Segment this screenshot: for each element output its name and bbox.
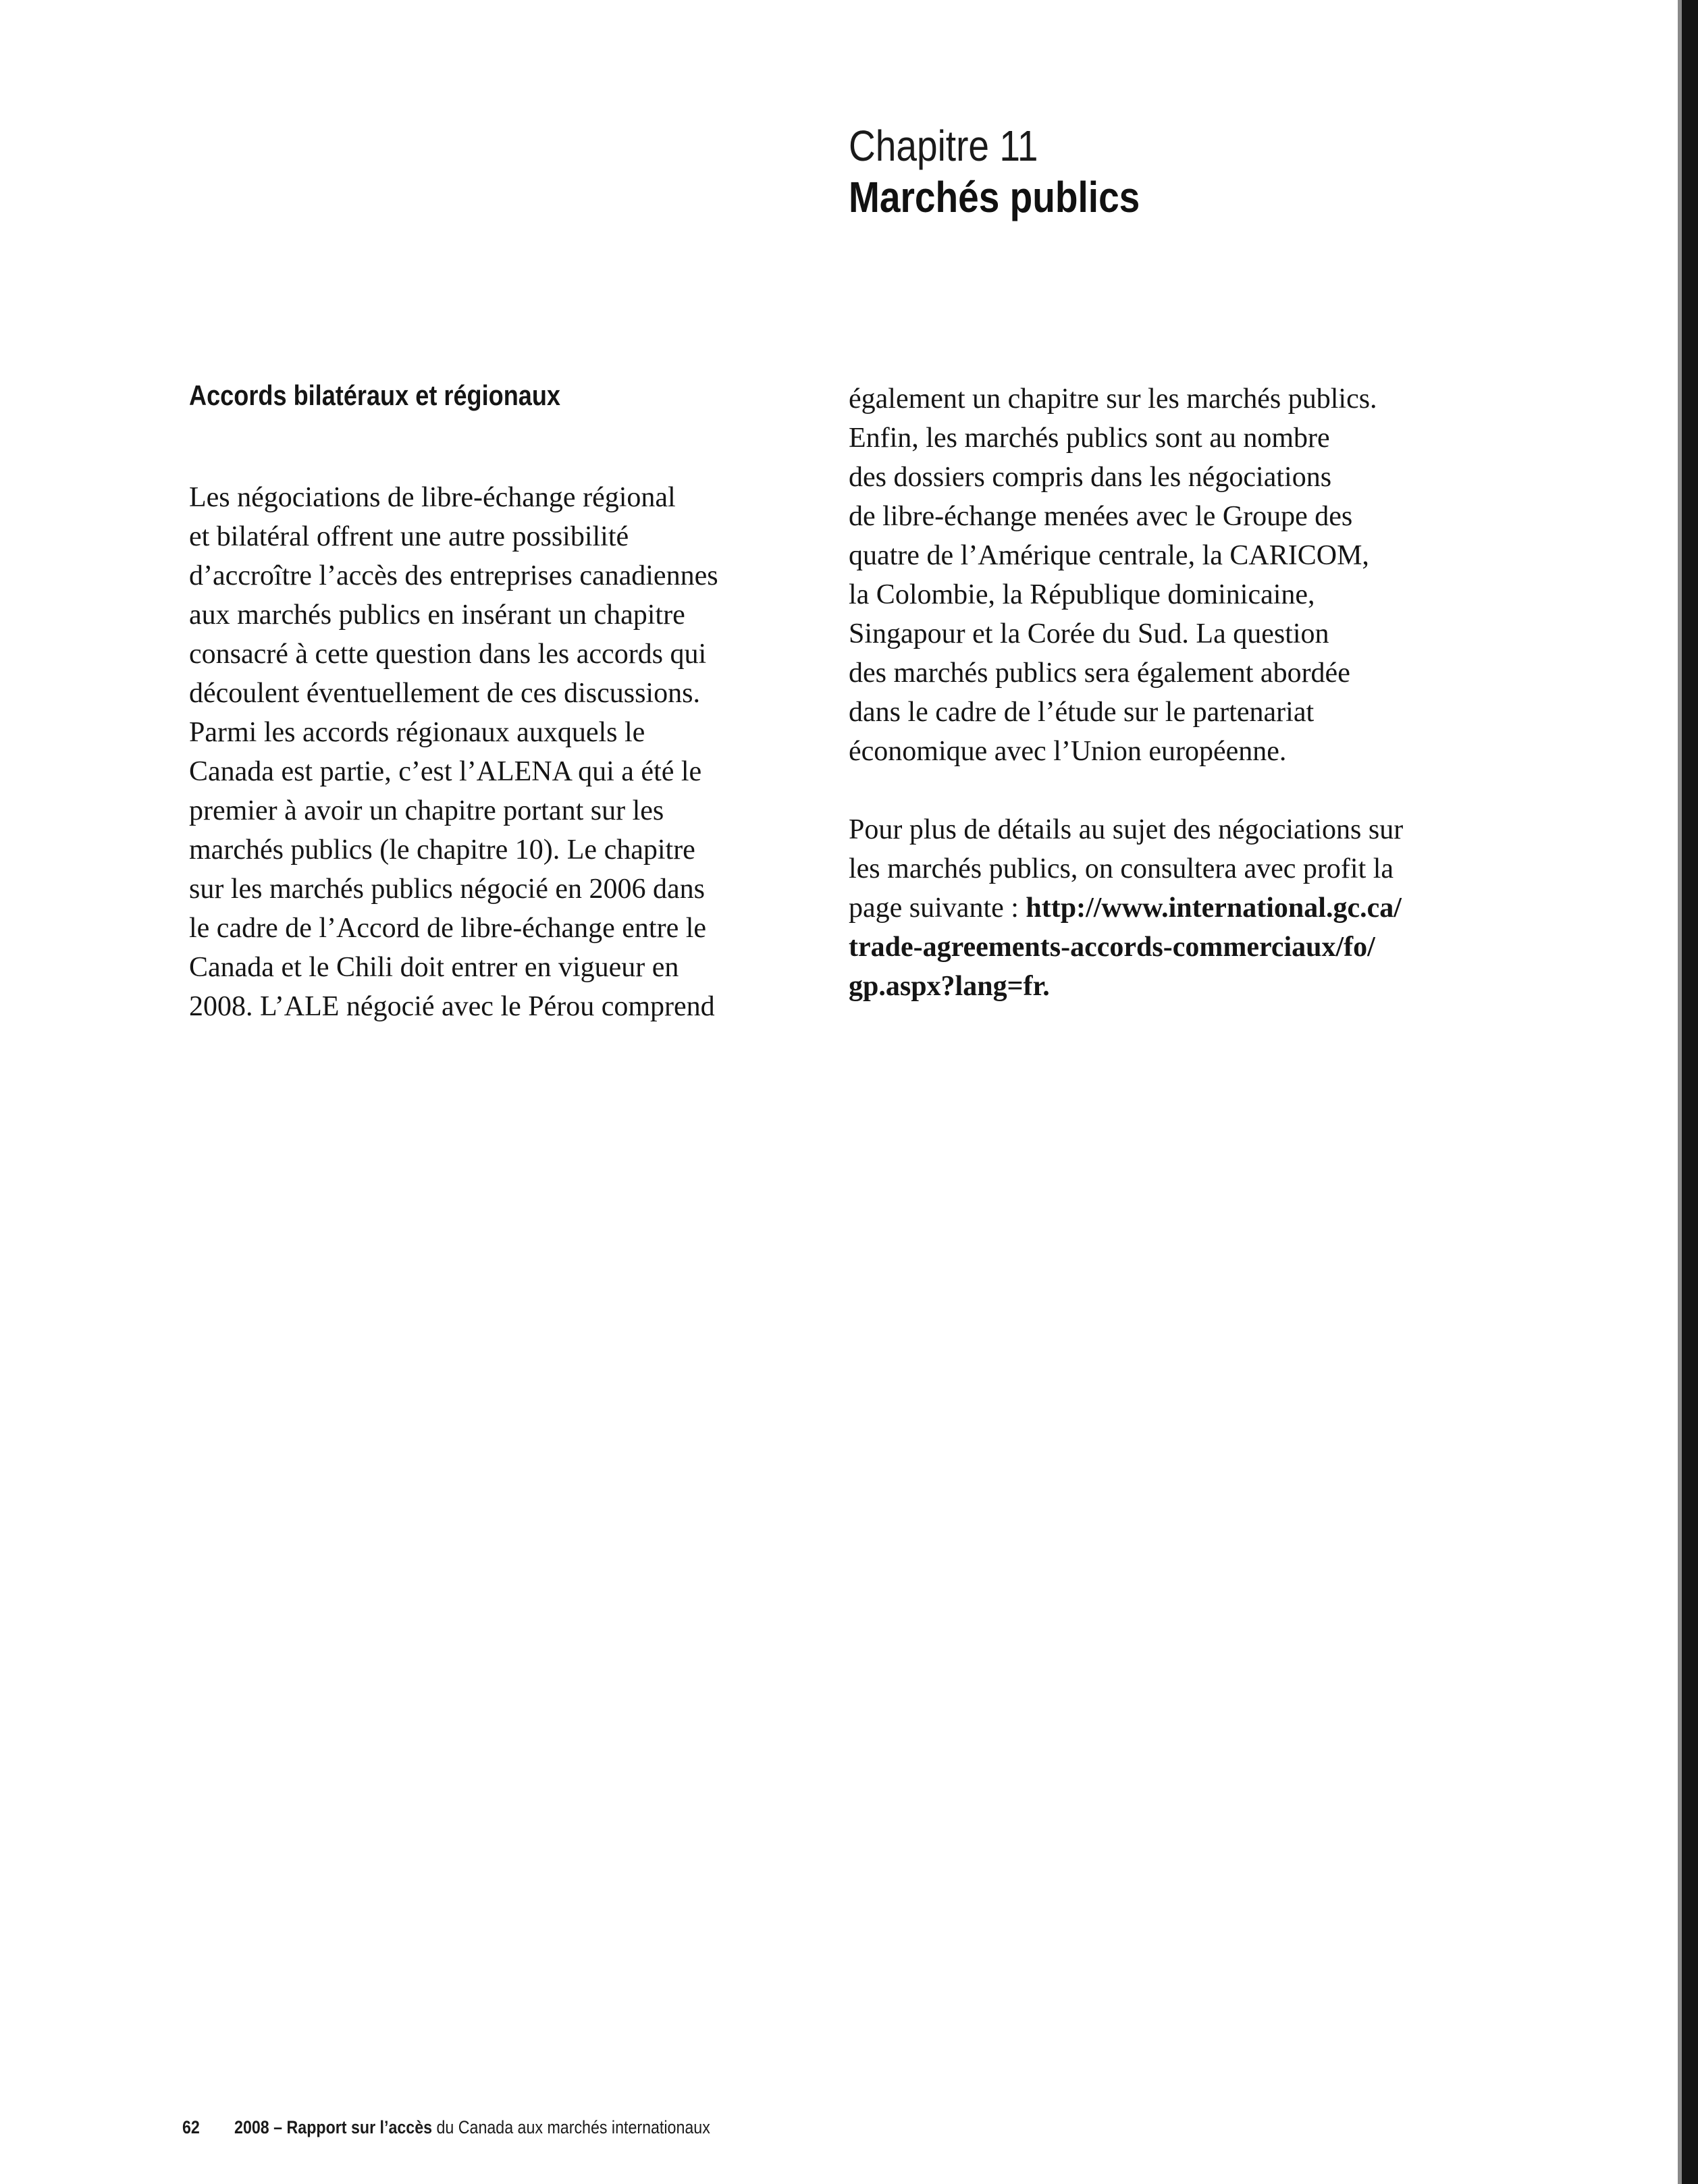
chapter-title: Marchés publics [849,173,1140,221]
left-column [189,378,797,1026]
text-line: premier à avoir un chapitre portant sur les [189,795,664,826]
page-edge [1682,0,1698,2184]
text-line: Les négociations de libre-échange régional [189,482,676,513]
text-line: Singapour et la Corée du Sud. La question [849,618,1329,649]
chapter-number: Chapitre 11 [849,122,1038,170]
text-line: les marchés publics, on consultera avec profit la [849,853,1394,884]
text-line: des marchés publics sera également abordée [849,658,1350,689]
url-link-part-2[interactable]: trade-agreements-accords-commerciaux/fo/ [849,932,1375,963]
text-line: Canada et le Chili doit entrer en vigueur en [189,952,679,983]
paragraph-gap [849,771,1456,810]
right-column [849,379,1456,1006]
footer-report-subtitle: du Canada aux marchés internationaux [436,2117,710,2137]
url-link-part-3[interactable]: gp.aspx?lang=fr. [849,971,1050,1002]
text-line: d’accroître l’accès des entreprises canadiennes [189,560,718,591]
text-line: et bilatéral offrent une autre possibilité [189,521,629,552]
right-paragraph-1 [849,379,1456,771]
text-line: Enfin, les marchés publics sont au nombre [849,423,1330,454]
text-line: aux marchés publics en insérant un chapitre [189,600,685,631]
text-line: également un chapitre sur les marchés publics. [849,383,1377,415]
text-line: 2008. L’ALE négocié avec le Pérou comprend [189,991,715,1022]
footer-report-title: Rapport sur l’accès [286,2117,433,2137]
section-heading: Accords bilatéraux et régionaux [189,379,561,411]
url-lead-text: page suivante : [849,893,1026,924]
text-line: Canada est partie, c’est l’ALENA qui a été le [189,756,702,787]
text-line: découlent éventuellement de ces discussions. [189,678,700,709]
page-footer [182,2115,710,2139]
text-line: Pour plus de détails au sujet des négociations sur [849,814,1404,845]
text-line: la Colombie, la République dominicaine, [849,579,1315,610]
chapter-header [849,122,1456,224]
text-line: Parmi les accords régionaux auxquels le [189,717,645,748]
text-line [849,888,1456,928]
url-link-part-1[interactable]: http://www.international.gc.ca/ [1026,893,1402,924]
right-paragraph-2 [849,810,1456,1006]
text-line: de libre-échange menées avec le Groupe des [849,501,1353,532]
text-line: sur les marchés publics négocié en 2006 dans [189,874,705,905]
text-line: marchés publics (le chapitre 10). Le chapitre [189,834,695,865]
page-number: 62 [182,2117,200,2137]
text-line: consacré à cette question dans les accords qui [189,639,707,670]
text-line: le cadre de l’Accord de libre-échange entre le [189,913,707,944]
text-line: économique avec l’Union européenne. [849,736,1287,767]
footer-year: 2008 – [234,2117,283,2137]
text-line: dans le cadre de l’étude sur le partenariat [849,697,1315,728]
text-line: quatre de l’Amérique centrale, la CARICOM, [849,540,1369,571]
text-line: des dossiers compris dans les négociations [849,462,1332,493]
left-paragraph [189,478,797,1026]
